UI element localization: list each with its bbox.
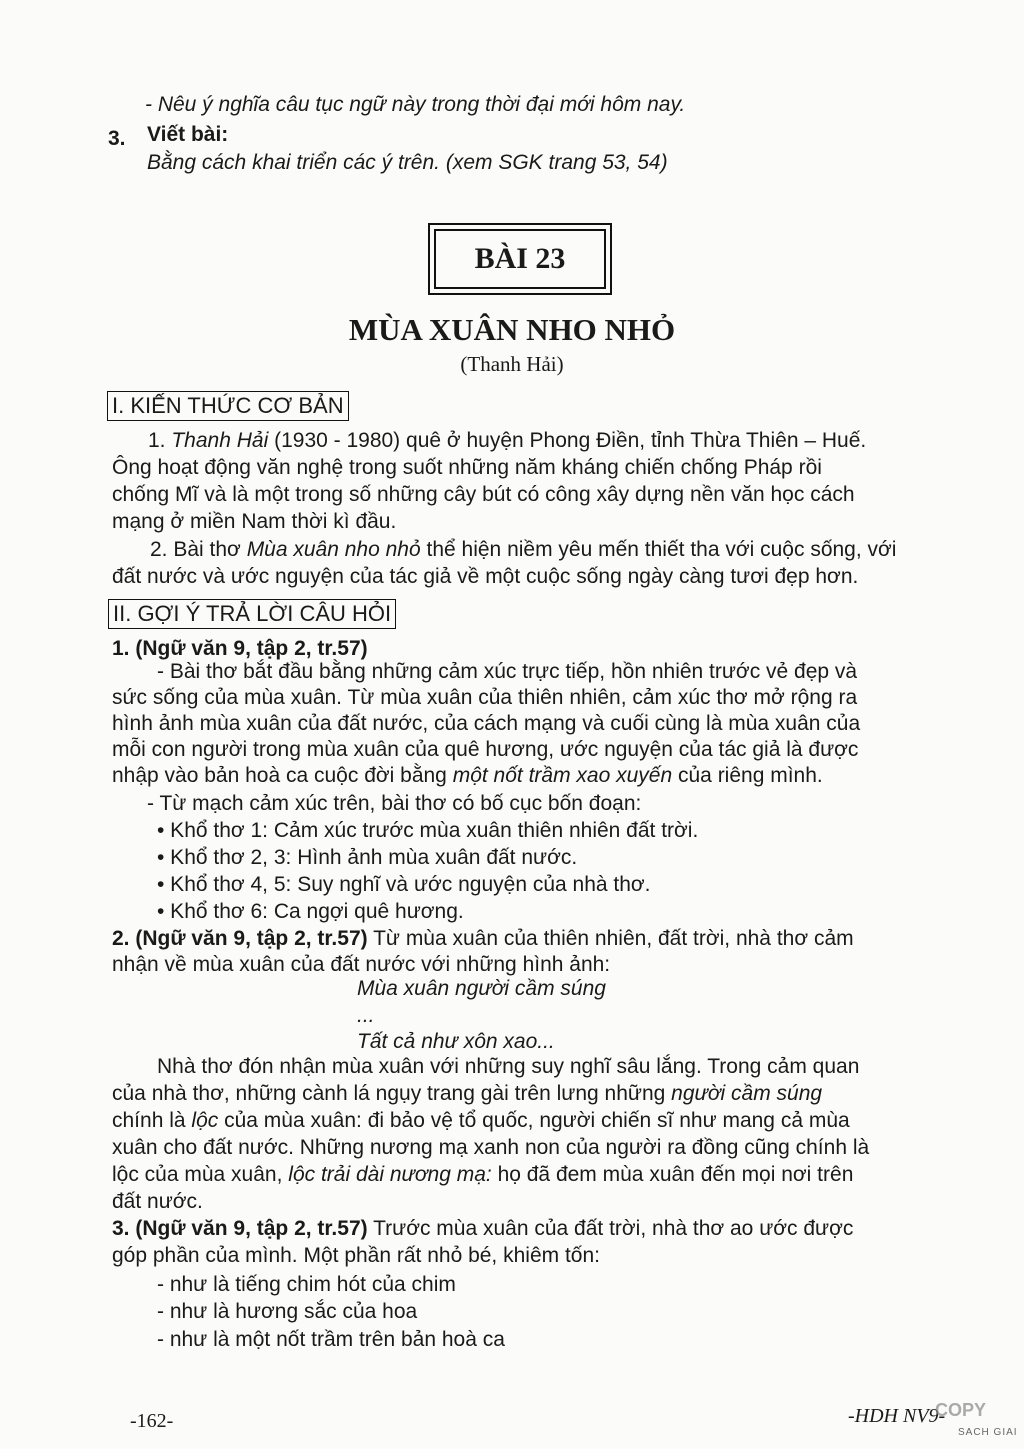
q2-heading: 2. (Ngữ văn 9, tập 2, tr.57)	[112, 927, 368, 950]
book-code: -HDH NV9-	[848, 1405, 946, 1427]
q1-line5-pre: nhập vào bản hoà ca cuộc đời bằng	[112, 764, 447, 787]
q2-para6: đất nước.	[112, 1190, 203, 1213]
p1-number: 1.	[148, 429, 166, 452]
q2-line1: Từ mùa xuân của thiên nhiên, đất trời, nhà thơ cảm	[373, 927, 854, 950]
p1-line2: Ông hoạt động văn nghệ trong suốt những năm kháng chiến chống Pháp rồi	[112, 456, 822, 479]
watermark-sub: SACH GIAI	[958, 1427, 1018, 1438]
q1-bullet2: • Khổ thơ 2, 3: Hình ảnh mùa xuân đất nước.	[157, 846, 578, 869]
q3-bullet3: - như là một nốt trầm trên bản hoà ca	[157, 1328, 505, 1351]
q2-verse2: ...	[357, 1004, 375, 1027]
lesson-label-box: BÀI 23	[428, 223, 612, 295]
p1-line1: (1930 - 1980) quê ở huyện Phong Điền, tỉnh Thừa Thiên – Huế.	[274, 429, 867, 452]
q1-line1: - Bài thơ bắt đầu bằng những cảm xúc trực tiếp, hồn nhiên trước vẻ đẹp và	[157, 660, 858, 683]
q1-line6: - Từ mạch cảm xúc trên, bài thơ có bố cục bốn đoạn:	[147, 792, 642, 815]
q3-bullet1: - như là tiếng chim hót của chim	[157, 1273, 456, 1296]
q1-line5-post: của riêng mình.	[678, 764, 823, 787]
item3-title: Viết bài:	[147, 123, 229, 146]
q1-line4: mỗi con người trong mùa xuân của quê hương, ước nguyện của tác giả là được	[112, 738, 859, 761]
p1-author: Thanh Hải	[171, 429, 269, 452]
q2-para3-italic: lộc	[191, 1109, 219, 1132]
q1-line2: sức sống của mùa xuân. Từ mùa xuân của thiên nhiên, cảm xúc thơ mở rộng ra	[112, 686, 858, 709]
section2-heading: II. GỢI Ý TRẢ LỜI CÂU HỎI	[108, 599, 396, 629]
poem-author: (Thanh Hải)	[460, 352, 564, 376]
p2-title: Mùa xuân nho nhỏ	[246, 538, 421, 561]
q1-line3: hình ảnh mùa xuân của đất nước, của cách mạng và cuối cùng là mùa xuân của	[112, 712, 861, 735]
p2-line2: đất nước và ước nguyện của tác giả về một cuộc sống ngày càng tươi đẹp hơn.	[112, 565, 859, 588]
q3-heading: 3. (Ngữ văn 9, tập 2, tr.57)	[112, 1217, 368, 1240]
section1-heading: I. KIẾN THỨC CƠ BẢN	[107, 391, 349, 421]
poem-title: MÙA XUÂN NHO NHỎ	[348, 312, 676, 347]
q1-bullet4: • Khổ thơ 6: Ca ngợi quê hương.	[157, 900, 464, 923]
item3-text: Bằng cách khai triển các ý trên. (xem SGK trang 53, 54)	[147, 151, 668, 174]
q2-para2-pre: của nhà thơ, những cành lá ngụy trang gài trên lưng những	[112, 1082, 666, 1105]
q3-bullet2: - như là hương sắc của hoa	[157, 1300, 418, 1323]
p1-line3: chống Mĩ và là một trong số những cây bút có công xây dựng nền văn học cách	[112, 483, 855, 506]
p2-pre: Bài thơ	[173, 538, 241, 561]
q3-line2: góp phần của mình. Một phần rất nhỏ bé, khiêm tốn:	[112, 1244, 600, 1267]
page-number: -162-	[130, 1410, 174, 1432]
item3-number: 3.	[108, 127, 126, 150]
q2-para3-post: của mùa xuân: đi bảo vệ tổ quốc, người chiến sĩ như mang cả mùa	[224, 1109, 850, 1132]
q2-para1: Nhà thơ đón nhận mùa xuân với những suy nghĩ sâu lắng. Trong cảm quan	[157, 1055, 860, 1078]
q1-bullet3: • Khổ thơ 4, 5: Suy nghĩ và ước nguyện của nhà thơ.	[157, 873, 651, 896]
q1-bullet1: • Khổ thơ 1: Cảm xúc trước mùa xuân thiên nhiên đất trời.	[157, 819, 699, 842]
p2-number: 2.	[150, 538, 168, 561]
q2-para5-italic: lộc trải dài nương mạ:	[288, 1163, 492, 1186]
watermark: COPY	[935, 1400, 987, 1420]
p1-line4: mạng ở miền Nam thời kì đầu.	[112, 510, 397, 533]
p2-line1: thể hiện niềm yêu mến thiết tha với cuộc sống, với	[426, 538, 897, 561]
q2-line2: nhận về mùa xuân của đất nước với những hình ảnh:	[112, 953, 611, 976]
q1-heading: 1. (Ngữ văn 9, tập 2, tr.57)	[112, 637, 368, 660]
q2-para3-pre: chính là	[112, 1109, 186, 1132]
q2-para5-pre: lộc của mùa xuân,	[112, 1163, 283, 1186]
q3-line1: Trước mùa xuân của đất trời, nhà thơ ao ước được	[373, 1217, 854, 1240]
q2-para5-post: họ đã đem mùa xuân đến mọi nơi trên	[497, 1163, 854, 1186]
q2-verse3: Tất cả như xôn xao...	[357, 1030, 555, 1053]
top-line: - Nêu ý nghĩa câu tục ngữ này trong thời đại mới hôm nay.	[145, 93, 686, 116]
q2-para4: xuân cho đất nước. Những nương mạ xanh non của người ra đồng cũng chính là	[112, 1136, 870, 1159]
q2-para2-italic: người cầm súng	[671, 1082, 823, 1105]
q2-verse1: Mùa xuân người cầm súng	[357, 977, 606, 1000]
q1-line5-italic: một nốt trầm xao xuyến	[452, 764, 673, 787]
